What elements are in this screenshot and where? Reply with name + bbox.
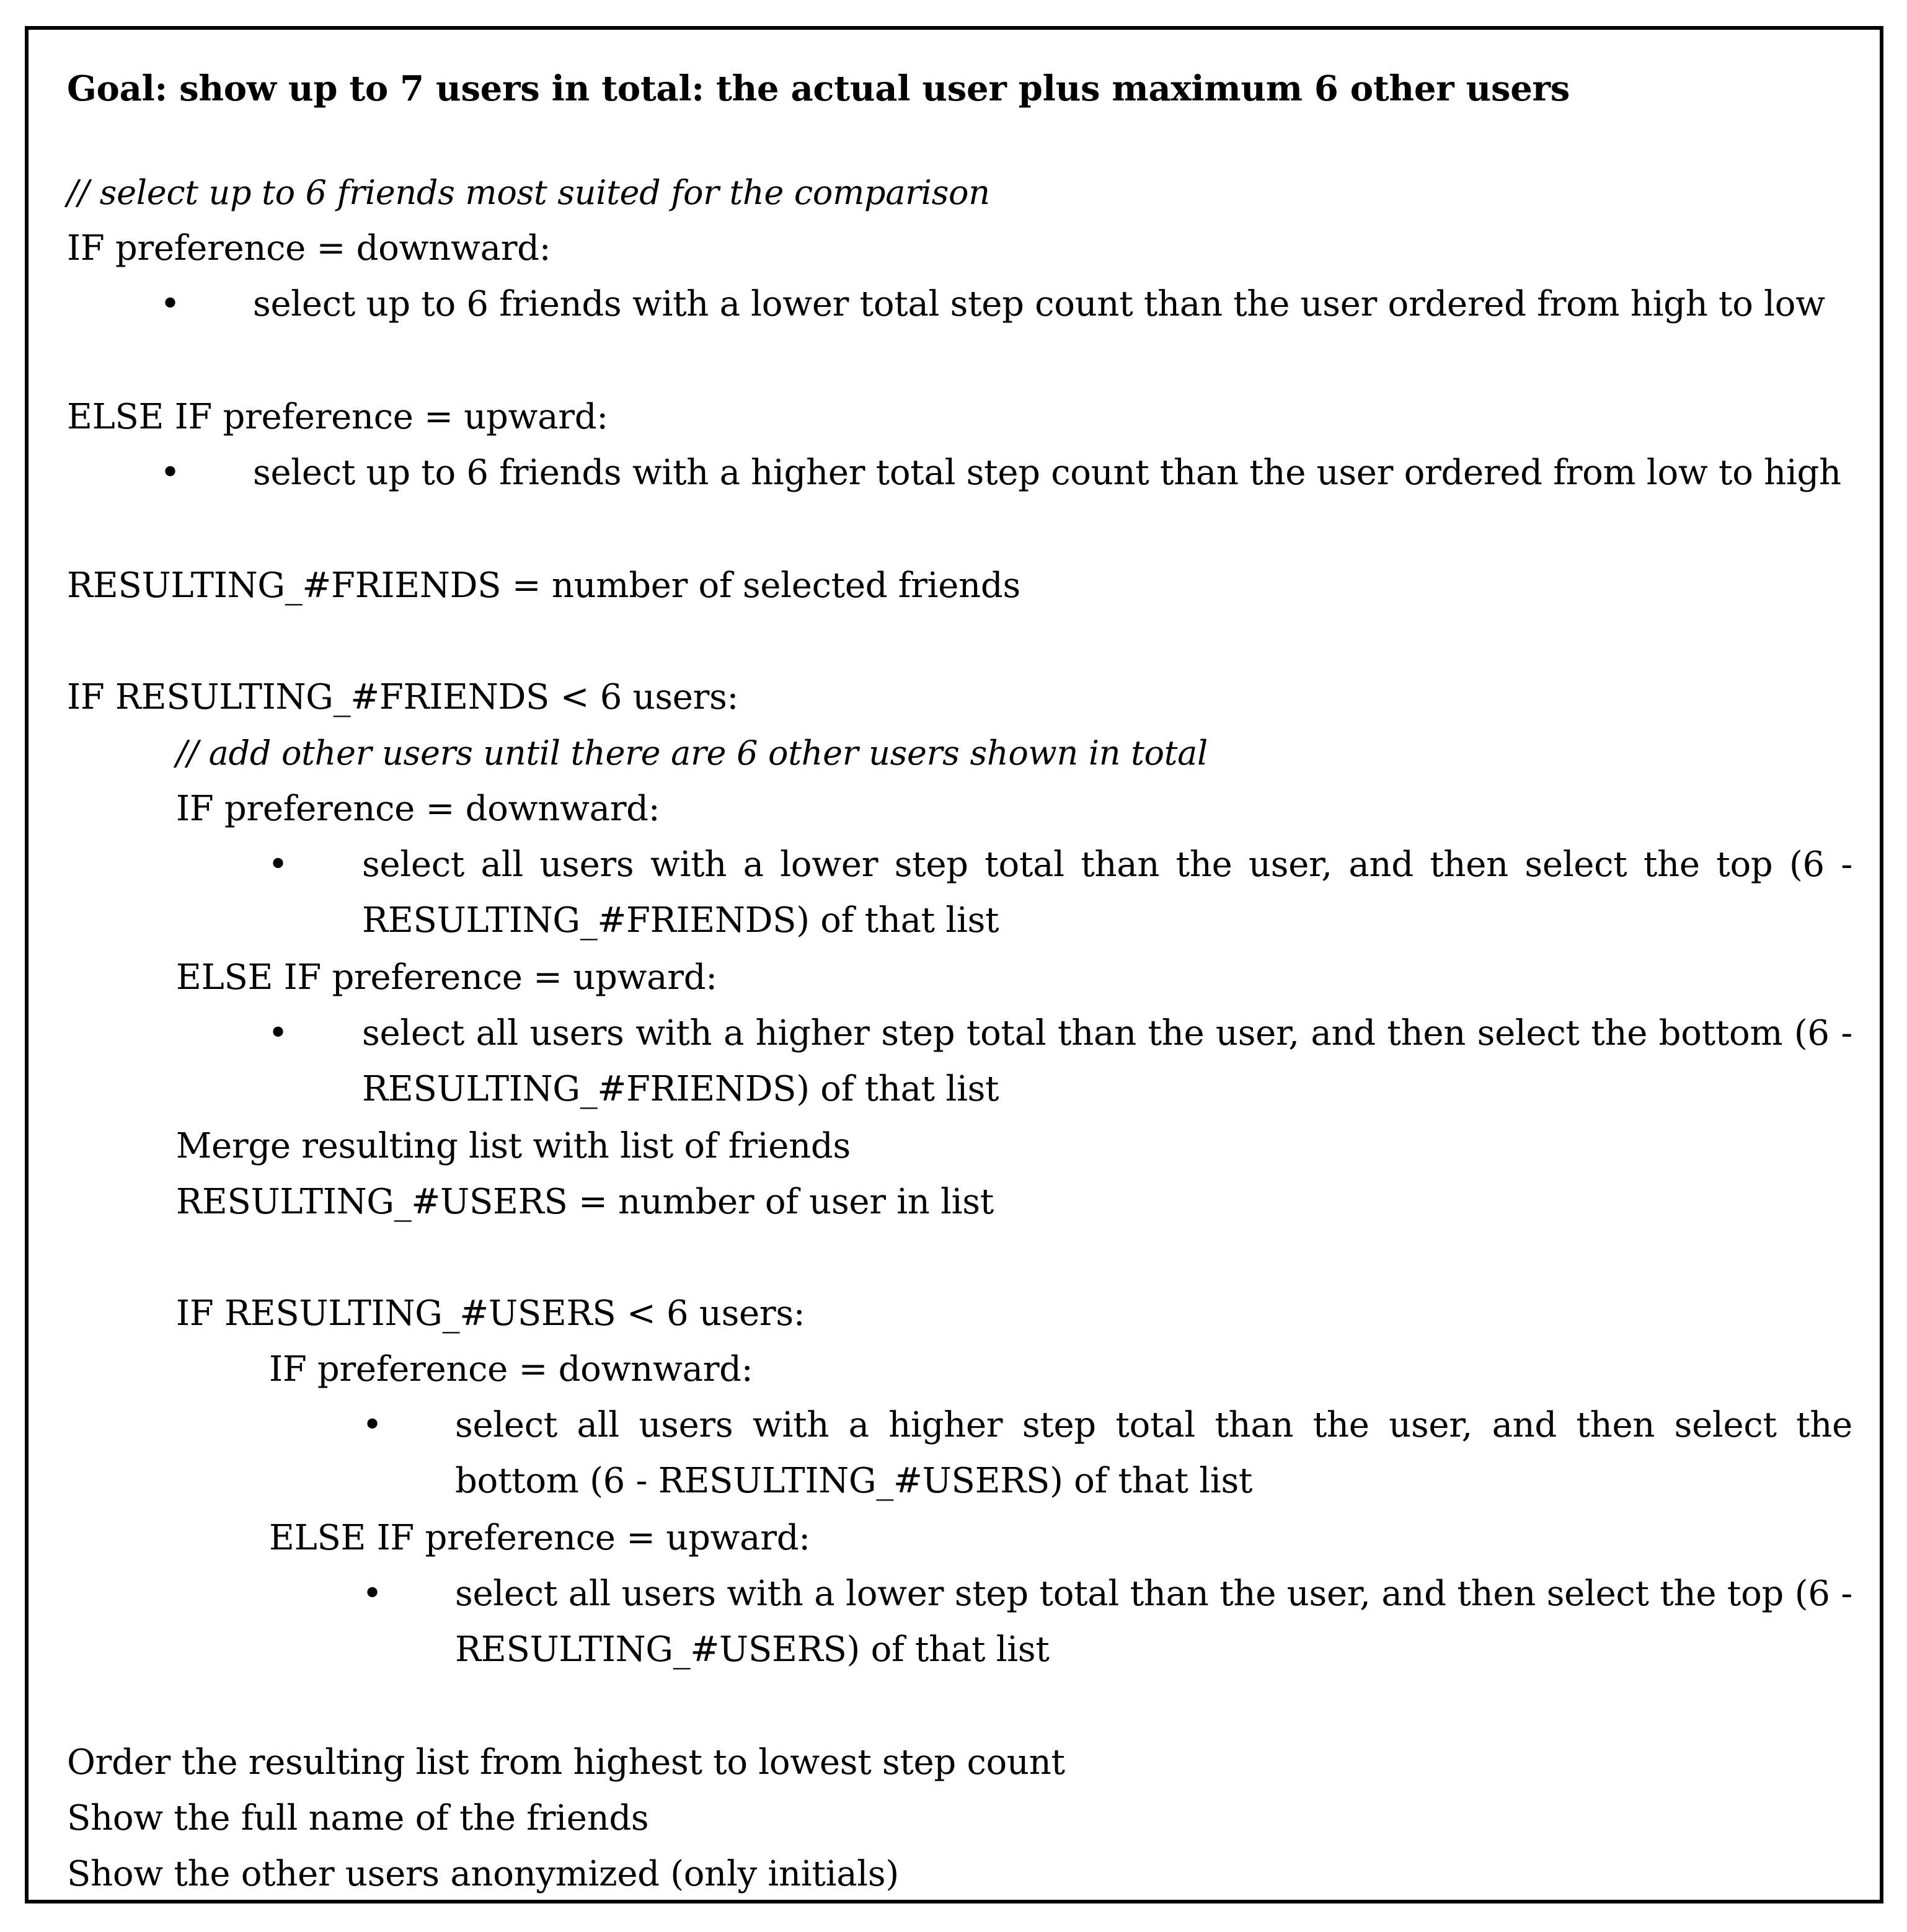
resulting-users-line: RESULTING_#USERS = number of user in list: [176, 1182, 994, 1222]
elseif-upward-3: ELSE IF preference = upward:: [269, 1518, 810, 1558]
comment-select-friends: // select up to 6 friends most suited for the comparison: [67, 173, 990, 212]
if-downward-1: IF preference = downward:: [67, 228, 551, 268]
bullet-higher-users-bottom: select all users with a higher step total than the user, and then select the bottom (6 - RESULTING_#FRIENDS) of that list: [362, 1013, 1852, 1109]
if-downward-3: IF preference = downward:: [269, 1349, 753, 1389]
bullet-higher-friends: select up to 6 friends with a higher total step count than the user ordered from low to high: [253, 453, 1841, 493]
comment-add-other-users: // add other users until there are 6 other users shown in total: [176, 733, 1208, 773]
bullet-higher-users-bottom-2: select all users with a higher step total than the user, and then select the bottom (6 - RESULTING_#USERS) of that list: [455, 1405, 1852, 1501]
resulting-friends-line: RESULTING_#FRIENDS = number of selected friends: [67, 565, 1020, 606]
bullet-marker: •: [268, 1013, 289, 1053]
elseif-upward-2: ELSE IF preference = upward:: [176, 957, 717, 998]
order-line: Order the resulting list from highest to lowest step count: [67, 1742, 1065, 1783]
elseif-upward-1: ELSE IF preference = upward:: [67, 397, 608, 437]
bullet-lower-users-top: select all users with a lower step total than the user, and then select the top (6 - RESULTING_#FRIENDS) of that list: [362, 844, 1852, 941]
if-users-less-than-6: IF RESULTING_#USERS < 6 users:: [176, 1293, 805, 1334]
goal-title: Goal: show up to 7 users in total: the actual user plus maximum 6 other users: [67, 68, 1570, 109]
bullet-marker: •: [160, 453, 181, 493]
bullet-marker: •: [362, 1574, 383, 1614]
bullet-lower-users-top-2: select all users with a lower step total than the user, and then select the top (6 - RESULTING_#USERS) of that list: [455, 1574, 1852, 1670]
bullet-marker: •: [160, 284, 181, 324]
show-friends-line: Show the full name of the friends: [67, 1798, 649, 1838]
bullet-marker: •: [362, 1405, 383, 1445]
bullet-marker: •: [268, 844, 289, 885]
show-others-line: Show the other users anonymized (only initials): [67, 1854, 899, 1894]
if-friends-less-than-6: IF RESULTING_#FRIENDS < 6 users:: [67, 677, 739, 717]
bullet-lower-friends: select up to 6 friends with a lower total step count than the user ordered from high to low: [253, 284, 1825, 324]
merge-line: Merge resulting list with list of friends: [176, 1126, 851, 1166]
if-downward-2: IF preference = downward:: [176, 789, 660, 829]
algorithm-box: [25, 26, 1883, 1903]
